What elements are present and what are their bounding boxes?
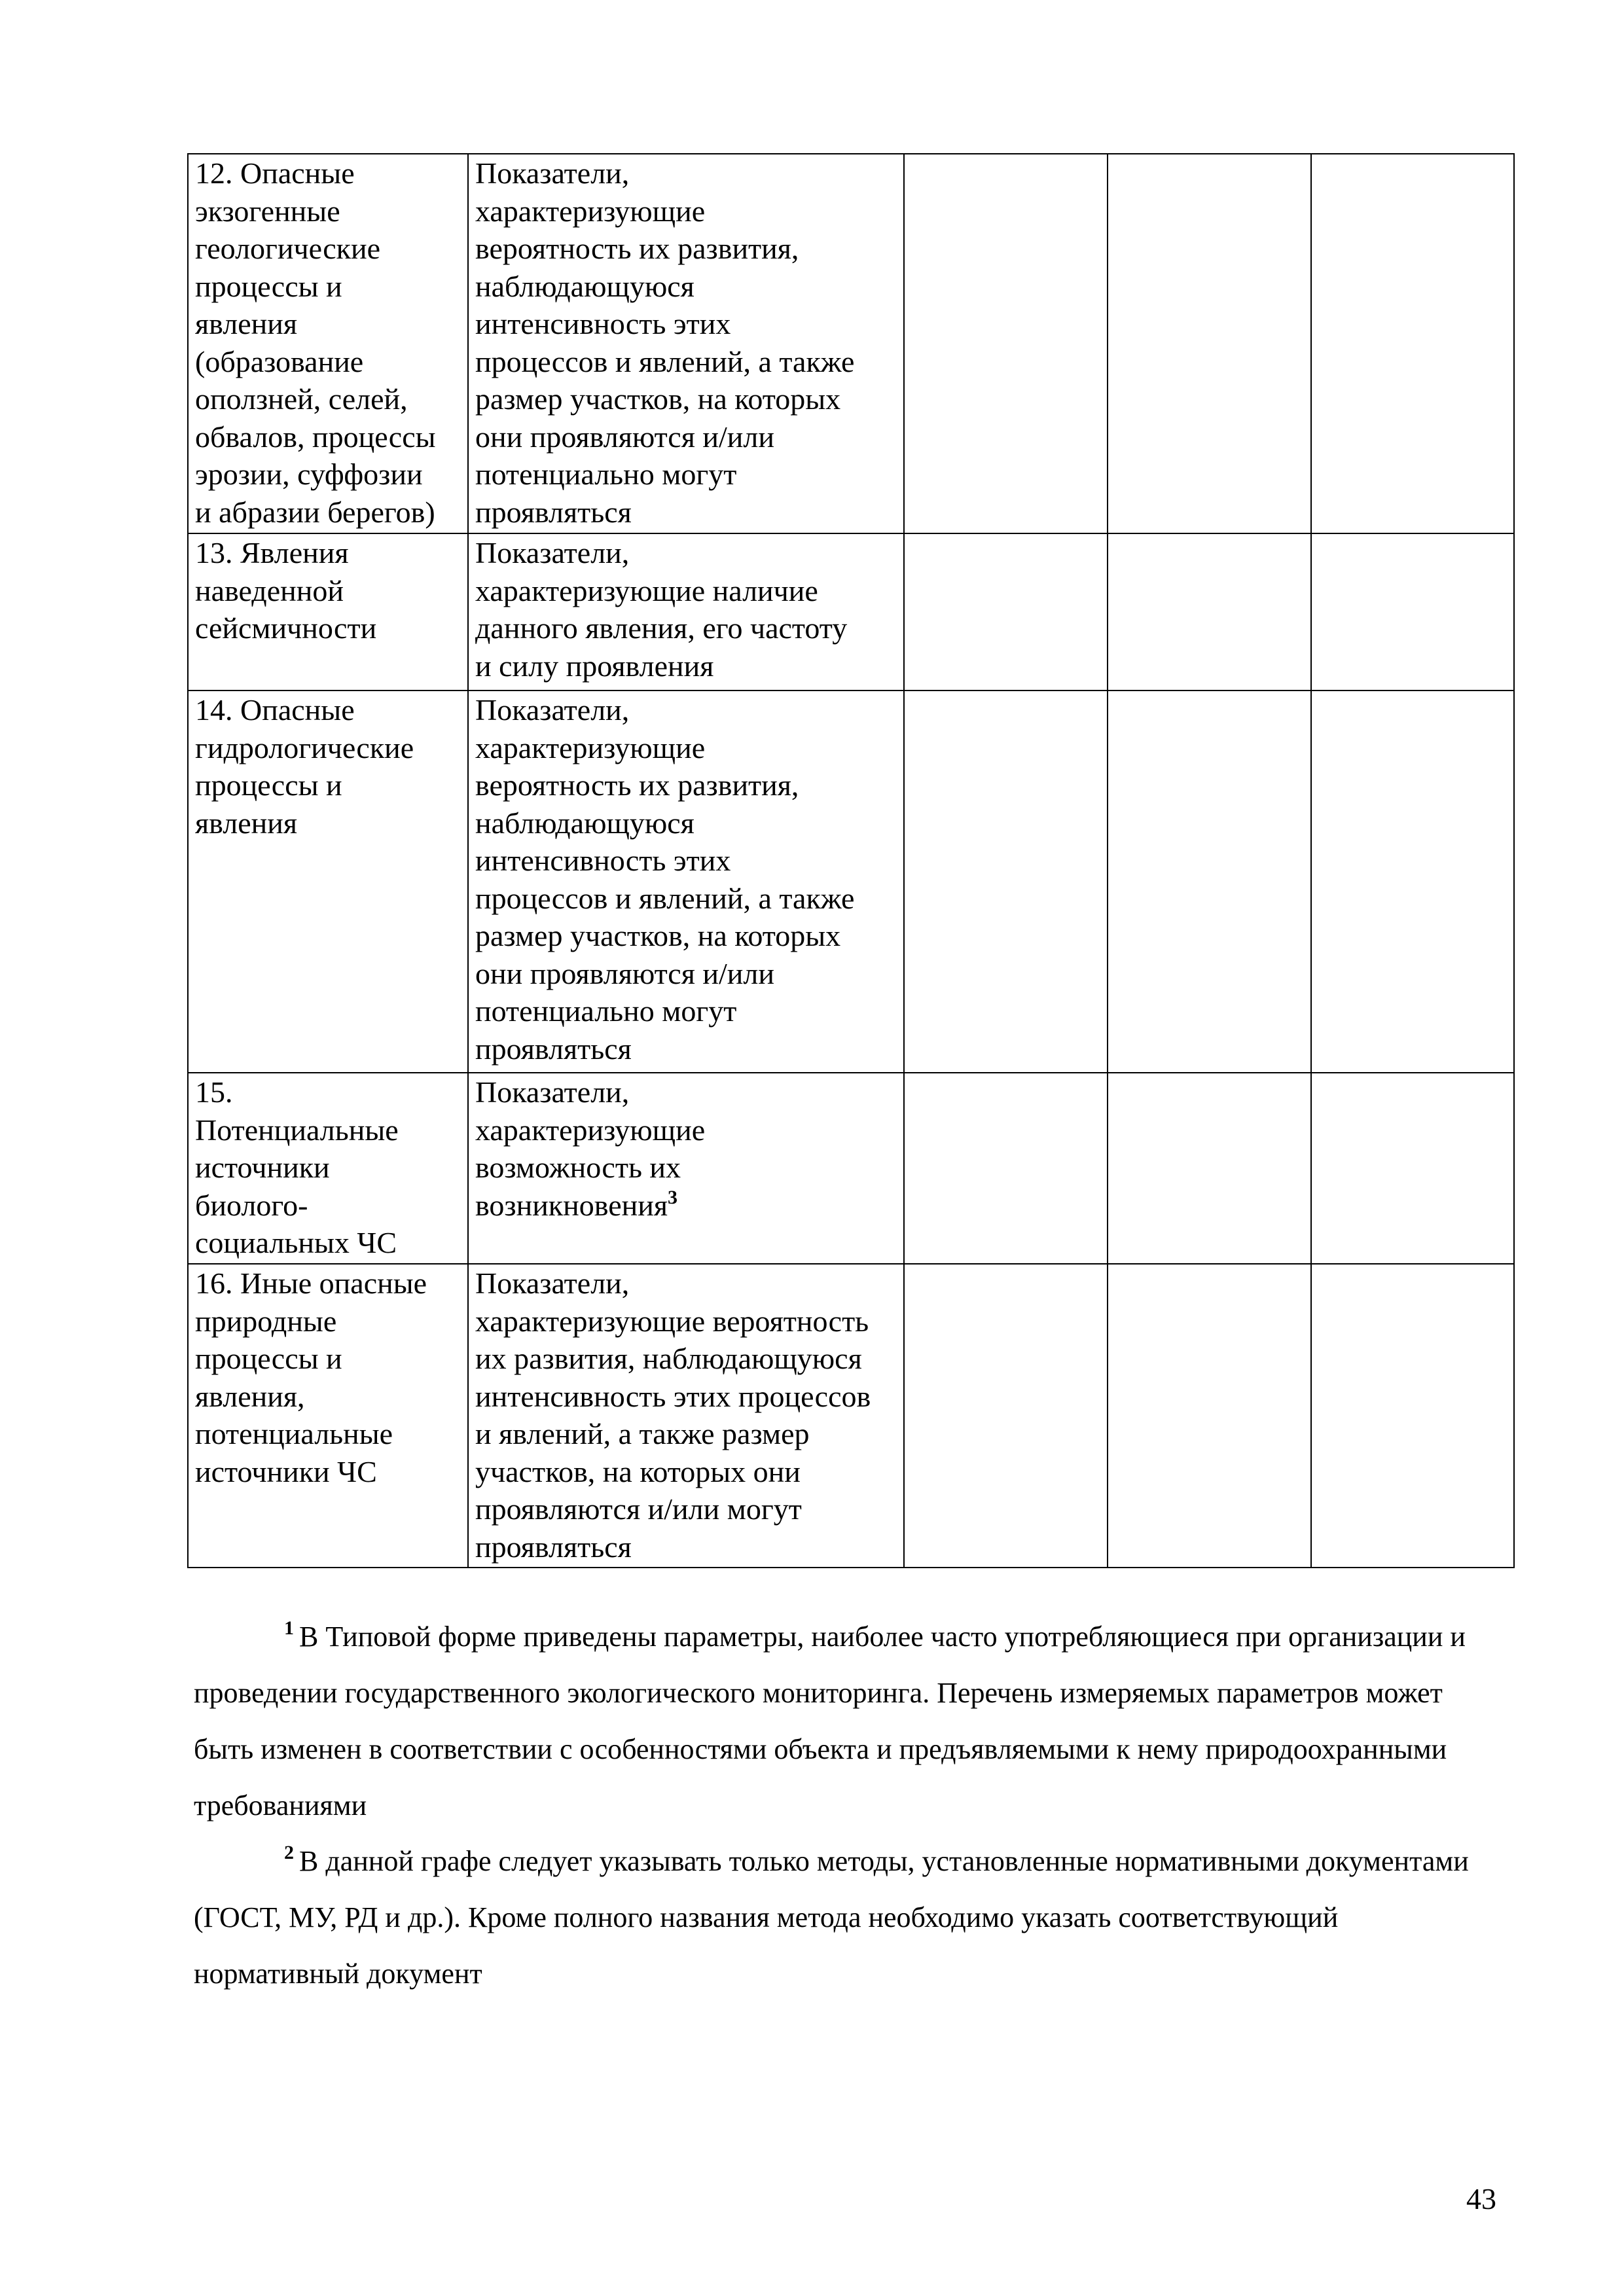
empty-cell <box>904 1264 1108 1568</box>
process-name-cell: 16. Иные опасные природные процессы и явления, потенциальные источники ЧС <box>188 1264 468 1568</box>
indicator-cell <box>468 533 904 691</box>
indicator-cell <box>468 154 904 533</box>
empty-cell <box>1108 533 1311 691</box>
empty-cell <box>904 1073 1108 1264</box>
indicator-text: Показатели, характеризующие вероятность их развития, наблюдающуюся интенсивность этих процессов и явлений, а также размер участков, на которых они проявляются и/или могут проявляться <box>475 1266 871 1564</box>
empty-cell <box>904 533 1108 691</box>
empty-cell <box>1108 1264 1311 1568</box>
table-row <box>188 691 1514 1073</box>
empty-cell <box>1108 691 1311 1073</box>
indicator-text: Показатели, характеризующие вероятность их развития, наблюдающуюся интенсивность этих процессов и явлений, а также размер участков, на которых они проявляются и/или потенциально могут проявляться <box>475 156 855 529</box>
table-row <box>188 1073 1514 1264</box>
indicator-text: Показатели, характеризующие вероятность их развития, наблюдающуюся интенсивность этих процессов и явлений, а также размер участков, на которых они проявляются и/или потенциально могут проявляться <box>475 693 855 1066</box>
empty-cell <box>1311 154 1514 533</box>
indicator-text: Показатели, характеризующие наличие данного явления, его частоту и силу проявления <box>475 536 848 683</box>
process-name-cell: 13. Явления наведенной сейсмичности <box>188 533 468 691</box>
process-name-cell: 12. Опасные экзогенные геологические процессы и явления (образование оползней, селей, обвалов, процессы эрозии, суффозии и абразии берегов) <box>188 154 468 533</box>
page-number: 43 <box>1466 2182 1496 2215</box>
footnote-mark: 1 <box>284 1617 294 1639</box>
footnote-text: В Типовой форме приведены параметры, наиболее часто употребляющиеся при организации и проведении государственного экологического мониторинга. Перечень измеряемых параметров может быть изменен в соответствии с особенностями объекта и предъявляемыми к нему природоохранными требованиями <box>194 1621 1466 1821</box>
process-name-cell: 14. Опасные гидрологические процессы и явления <box>188 691 468 1073</box>
empty-cell <box>904 154 1108 533</box>
monitoring-parameters-table <box>187 153 1515 1568</box>
indicator-cell <box>468 1073 904 1264</box>
footnote-2 <box>194 1833 1509 2002</box>
indicator-cell <box>468 691 904 1073</box>
footnote-1 <box>194 1609 1509 1834</box>
empty-cell <box>904 691 1108 1073</box>
empty-cell <box>1311 1264 1514 1568</box>
indicator-cell <box>468 1264 904 1568</box>
empty-cell <box>1108 1073 1311 1264</box>
empty-cell <box>1311 1073 1514 1264</box>
table-row <box>188 154 1514 533</box>
footnote-text: В данной графе следует указывать только методы, установленные нормативными документами (ГОСТ, МУ, РД и др.). Кроме полного названия метода необходимо указать соответствующий нормативный документ <box>194 1845 1469 1990</box>
empty-cell <box>1311 691 1514 1073</box>
empty-cell <box>1108 154 1311 533</box>
footnote-reference: 3 <box>668 1186 678 1208</box>
footnote-mark: 2 <box>284 1842 294 1863</box>
table-row <box>188 1264 1514 1568</box>
indicator-text: Показатели, характеризующие возможность их возникновения <box>475 1075 706 1222</box>
process-name-cell: 15. Потенциальные источники биолого- социальных ЧС <box>188 1073 468 1264</box>
table-row <box>188 533 1514 691</box>
empty-cell <box>1311 533 1514 691</box>
